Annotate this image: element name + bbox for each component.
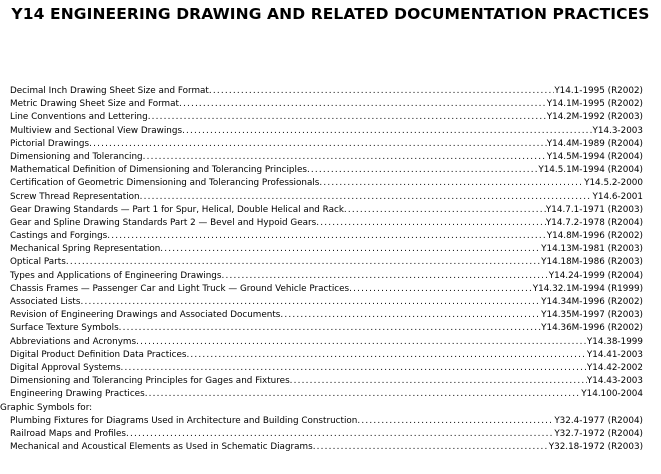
standard-title: Pictorial Drawings — [10, 138, 90, 149]
dot-leader — [186, 349, 586, 362]
dot-leader — [313, 441, 549, 454]
standards-list — [0, 85, 661, 454]
standard-number: Y14.36M-1996 (R2002) — [541, 323, 643, 334]
list-item — [0, 164, 661, 177]
standard-number: Y14.1-1995 (R2002) — [554, 86, 643, 96]
dot-leader — [280, 309, 541, 322]
dot-leader — [140, 191, 593, 204]
standard-number: Y14.1M-1995 (R2002) — [546, 99, 643, 110]
standard-title: Abbreviations and Acronyms — [10, 336, 137, 347]
dot-leader — [307, 164, 538, 177]
dot-leader — [66, 256, 541, 269]
standard-title: Dimensioning and Tolerancing — [10, 151, 143, 162]
list-heading — [0, 402, 661, 415]
standard-number: Y14.24-1999 (R2004) — [548, 270, 643, 281]
dot-leader — [160, 243, 541, 256]
standard-number: Y32.18-1972 (R2003) — [548, 442, 643, 453]
dot-leader — [121, 362, 587, 375]
list-item — [0, 322, 661, 335]
standard-title: Optical Parts — [10, 257, 66, 268]
standard-title: Chassis Frames — Passenger Car and Light Truck — Ground Vehicle Practices — [10, 283, 350, 294]
dot-leader — [143, 151, 547, 164]
list-item — [0, 428, 661, 441]
standard-title: Certification of Geometric Dimensioning and Tolerancing Professionals — [10, 178, 320, 189]
list-item — [0, 204, 661, 217]
list-item — [0, 270, 661, 283]
standard-number: Y32.4-1977 (R2004) — [554, 415, 643, 426]
list-item — [0, 362, 661, 375]
standard-title: Digital Approval Systems — [10, 362, 121, 373]
standard-number: Y32.7-1972 (R2004) — [554, 428, 643, 439]
standard-number: Y14.34M-1996 (R2002) — [541, 297, 643, 307]
standard-title: Associated Lists — [10, 297, 81, 307]
list-item — [0, 111, 661, 124]
dot-leader — [148, 111, 547, 124]
dot-leader — [182, 125, 592, 138]
dot-leader — [107, 230, 546, 243]
list-item — [0, 336, 661, 349]
list-item — [0, 415, 661, 428]
dot-leader — [209, 85, 554, 98]
standard-title: Mechanical Spring Representation — [10, 244, 161, 255]
standard-number: Y14.6-2001 — [592, 191, 643, 202]
list-item — [0, 243, 661, 256]
dot-leader — [80, 296, 541, 309]
standard-title: Multiview and Sectional View Drawings — [10, 125, 183, 136]
standard-number: Y14.42-2002 — [586, 362, 643, 373]
standard-title: Engineering Drawing Practices — [10, 389, 145, 400]
dot-leader — [349, 283, 533, 296]
dot-leader — [179, 98, 547, 111]
page-title: Y14 ENGINEERING DRAWING AND RELATED DOCUMENTATION PRACTICES — [11, 5, 650, 23]
standard-title: Types and Applications of Engineering Drawings — [10, 270, 222, 281]
standard-title: Plumbing Fixtures for Diagrams Used in Architecture and Building Construction — [10, 415, 358, 426]
standard-title: Mathematical Definition of Dimensioning and Tolerancing Principles — [10, 165, 307, 176]
standard-title: Surface Texture Symbols — [10, 323, 119, 334]
dot-leader — [126, 428, 554, 441]
list-item — [0, 138, 661, 151]
list-item — [0, 125, 661, 138]
standard-number: Y14.35M-1997 (R2003) — [541, 310, 643, 321]
standard-number: Y14.5M-1994 (R2004) — [546, 151, 643, 162]
list-item — [0, 283, 661, 296]
list-item — [0, 191, 661, 204]
list-item — [0, 85, 661, 98]
list-item — [0, 349, 661, 362]
standard-title: Gear and Spline Drawing Standards Part 2 — Bevel and Hypoid Gears — [10, 217, 317, 228]
dot-leader — [319, 177, 584, 190]
standard-number: Y14.7.1-1971 (R2003) — [545, 204, 643, 215]
dot-leader — [344, 204, 546, 217]
dot-leader — [89, 138, 547, 151]
standard-number: Y14.43-2003 — [586, 376, 643, 387]
standard-title: Metric Drawing Sheet Size and Format — [10, 99, 179, 110]
list-item — [0, 441, 661, 454]
standard-title: Railroad Maps and Profiles — [10, 428, 127, 439]
standard-number: Y14.8M-1996 (R2002) — [546, 231, 643, 242]
list-item — [0, 177, 661, 190]
standard-title: Gear Drawing Standards — Part 1 for Spur, Helical, Double Helical and Rack — [10, 204, 344, 215]
standard-title: Line Conventions and Lettering — [10, 112, 148, 123]
dot-leader — [316, 217, 546, 230]
dot-leader — [145, 388, 582, 401]
standard-number: Y14.5.1M-1994 (R2004) — [538, 165, 643, 176]
list-item — [0, 375, 661, 388]
standard-title: Decimal Inch Drawing Sheet Size and Format — [10, 86, 209, 96]
list-item — [0, 256, 661, 269]
list-item — [0, 309, 661, 322]
standard-number: Y14.32.1M-1994 (R1999) — [532, 283, 643, 294]
standard-number: Y14.38-1999 — [586, 336, 643, 347]
standard-title: Revision of Engineering Drawings and Associated Documents — [10, 310, 281, 321]
standard-number: Y14.5.2-2000 — [584, 178, 643, 189]
list-item — [0, 388, 661, 401]
standard-title: Digital Product Definition Data Practices — [10, 349, 187, 360]
dot-leader — [357, 415, 554, 428]
list-item — [0, 230, 661, 243]
standard-number: Y14.7.2-1978 (R2004) — [545, 217, 643, 228]
standard-number: Y14.2M-1992 (R2003) — [546, 112, 643, 123]
dot-leader — [136, 336, 587, 349]
standard-number: Y14.3-2003 — [592, 125, 643, 136]
standard-number: Y14.4M-1989 (R2004) — [546, 138, 643, 149]
list-item — [0, 217, 661, 230]
standard-number: Y14.41-2003 — [586, 349, 643, 360]
list-item — [0, 98, 661, 111]
standard-title: Castings and Forgings — [10, 231, 108, 242]
standard-number: Y14.13M-1981 (R2003) — [541, 244, 643, 255]
standard-title: Mechanical and Acoustical Elements as Used in Schematic Diagrams — [10, 442, 313, 453]
dot-leader — [290, 375, 587, 388]
dot-leader — [119, 322, 541, 335]
standard-number: Y14.100-2004 — [581, 389, 643, 400]
list-item — [0, 296, 661, 309]
list-heading-text: Graphic Symbols for: — [0, 402, 93, 413]
standard-title: Dimensioning and Tolerancing Principles for Gages and Fixtures — [10, 376, 290, 387]
standard-number: Y14.18M-1986 (R2003) — [541, 257, 643, 268]
dot-leader — [221, 270, 548, 283]
standard-title: Screw Thread Representation — [10, 191, 140, 202]
list-item — [0, 151, 661, 164]
